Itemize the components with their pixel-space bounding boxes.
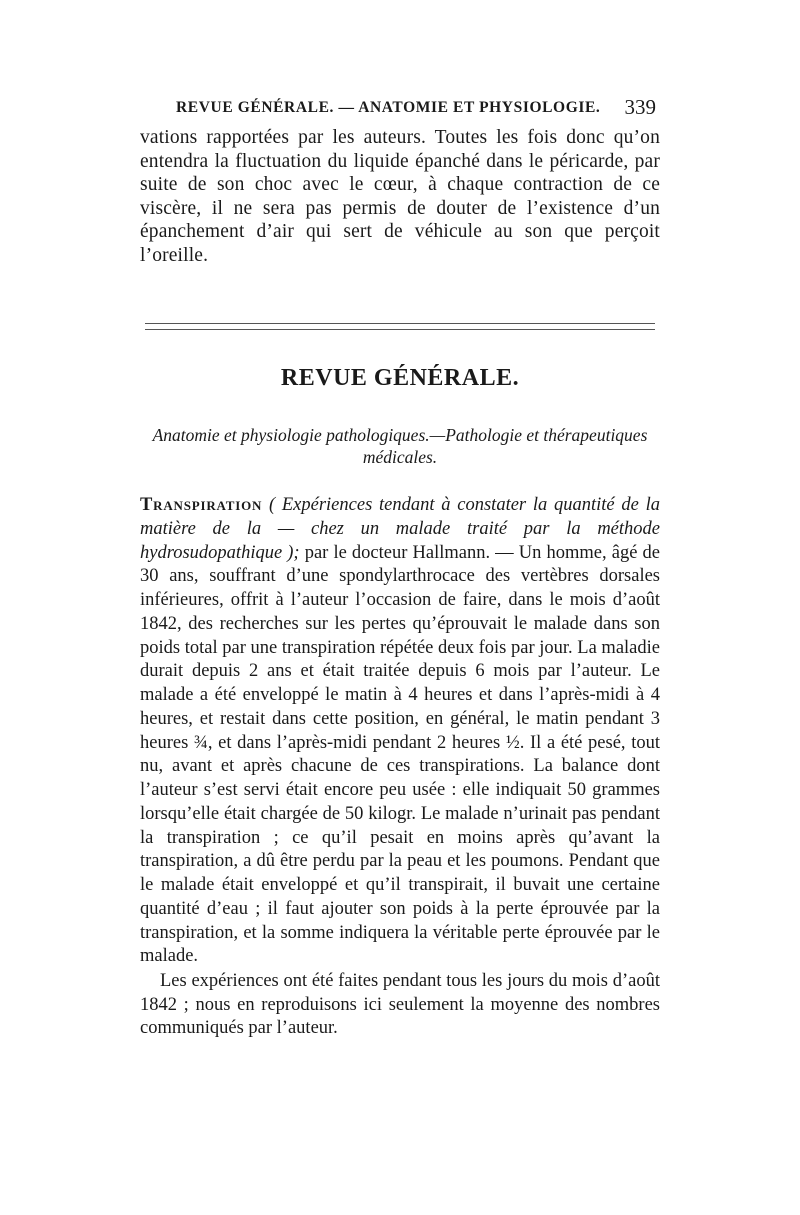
transpiration-body: par le docteur Hallmann. — Un homme, âgé de 30 ans, souffrant d’une spondylarthrocace des vertèbres dorsales inférieures, offrit à l’auteur l’occasion de faire, dans le mois d’août 1842, des recherches sur les pertes qu’éprouvait le malade dans son poids total par une transpiration répétée deux fois par jour. La maladie durait depuis 2 ans et était traitée depuis 6 mois par l’auteur. Le malade a été enveloppé le matin à 4 heures et dans l’après-midi à 4 heures, et restait dans cette position, en général, le matin pendant 3 heures ¾, et dans l’après-midi pendant 2 heures ½. Il a été pesé, tout nu, avant et après chacune de ces transpirations. La balance dont l’auteur s’est servi était encore peu usée : elle indiquait 50 grammes lorsqu’elle était chargée de 50 kilogr. Le malade n’urinait pas pendant la transpiration ; ce qu’il pesait en moins après qu’avant la transpiration, a dû être perdu par la peau et les poumons. Pendant que le malade était enveloppé et qu’il transpirait, il buvait une certaine quantité d’eau ; il faut ajouter son poids à la perte éprouvée par la transpiration, et la somme indiquera la véritable perte éprouvée par le malade. [140, 542, 660, 967]
running-title: REVUE GÉNÉRALE. — ANATOMIE ET PHYSIOLOGIE. [176, 99, 601, 116]
transpiration-paragraph [140, 494, 660, 969]
running-header [140, 95, 660, 125]
transpiration-parenthetical: ( Expériences tendant à constater la quantité de la matière de la — chez un malade traité par la méthode hydrosudopathique ); [140, 495, 661, 563]
page-number: 339 [624, 95, 656, 119]
experiences-paragraph: Les expériences ont été faites pendant tous les jours du mois d’août 1842 ; nous en reproduisons ici seulement la moyenne des nombres communiqués par l’auteur. [140, 971, 660, 1039]
section-separator [145, 323, 655, 330]
continuation-paragraph: vations rapportées par les auteurs. Toutes les fois donc qu’on entendra la fluctuation du liquide épanché dans le péricarde, par suite de son choc avec le cœur, à chaque contraction de ce viscère, il ne sera pas permis de douter de l’existence d’un épanchement d’air qui sert de véhicule au son que perçoit l’oreille. [140, 127, 660, 266]
transpiration-lead-word: Transpiration [140, 495, 263, 515]
section-subtitle: Anatomie et physiologie pathologiques.—Pathologie et thérapeutiques médicales. [152, 425, 648, 467]
section-title: REVUE GÉNÉRALE. [280, 365, 520, 391]
